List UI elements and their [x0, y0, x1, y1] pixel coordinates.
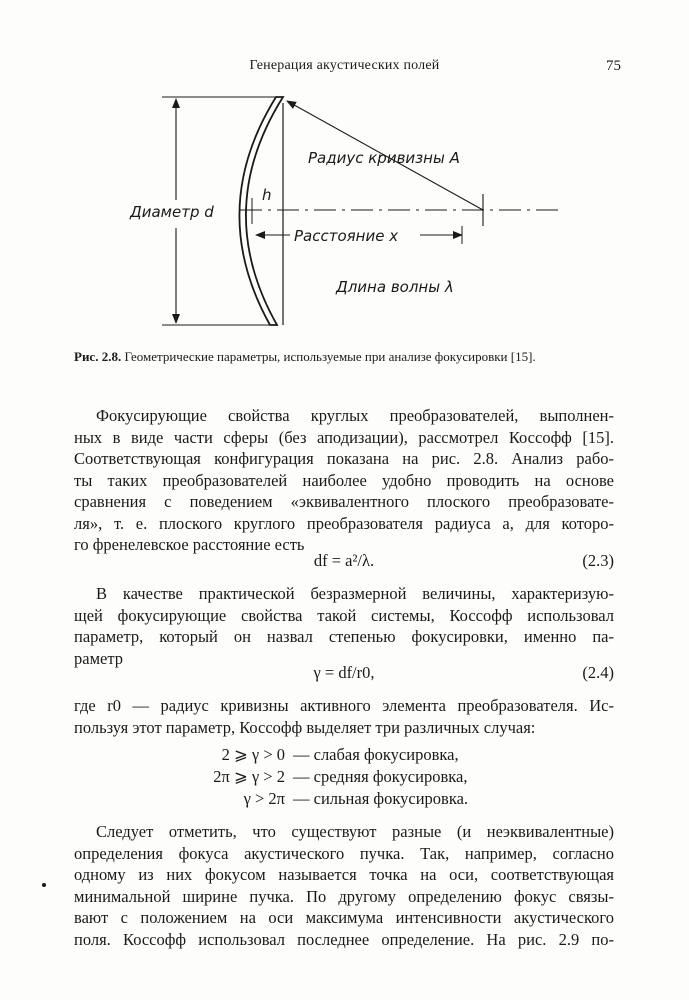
focusing-cases [188, 744, 468, 810]
text-line: минимальной ширине пучка. По другому определению фокус связы- [74, 886, 614, 906]
text-line: пользуя этот параметр, Коссофф выделяет три различных случая: [74, 717, 536, 737]
case-condition: 2π ⩾ γ > 2 [213, 767, 285, 786]
equation-2-4 [74, 663, 614, 685]
text-line: щей фокусирующие свойства такой системы, Коссофф использовал [74, 605, 614, 625]
text-line: Фокусирующие свойства круглых преобразователей, выполнен- [96, 406, 614, 425]
case-description: — сильная фокусировка. [293, 789, 469, 808]
text-line: Следует отметить, что существуют разные (и неэквивалентные) [96, 822, 614, 841]
label-diameter: Диаметр d [130, 203, 214, 221]
margin-dot [42, 883, 46, 887]
text-line: определения фокуса акустического пучка. Так, например, согласно [74, 843, 614, 863]
case-row [188, 744, 468, 766]
equation-number: (2.4) [582, 663, 614, 682]
caption-text: Геометрические параметры, используемые при анализе фокусировки [15]. [124, 349, 536, 364]
label-h: h [262, 186, 272, 204]
equation-formula: df = a²/λ. [313, 551, 375, 570]
label-radius: Радиус кривизны A [308, 149, 460, 167]
label-distance: Расстояние x [294, 227, 399, 245]
case-condition: 2 ⩾ γ > 0 [221, 745, 285, 764]
paragraph-1 [74, 405, 614, 556]
text-line: го френелевское расстояние есть [74, 535, 305, 554]
paragraph-4 [74, 821, 614, 950]
running-header: Генерация акустических полей [249, 58, 440, 73]
paragraph-3 [74, 695, 614, 738]
case-condition: γ > 2π [243, 789, 285, 808]
text-line: раметр [74, 648, 124, 668]
page-number: 75 [606, 58, 621, 74]
text-line: ных в виде части сферы (без аподизации), рассмотрел Коссофф [15]. [74, 427, 614, 447]
equation-2-3 [74, 551, 614, 573]
text-line: где r0 — радиус кривизны активного элемента преобразователя. Ис- [74, 696, 614, 715]
equation-formula: γ = df/r0, [313, 663, 375, 682]
transducer-shell [239, 97, 283, 325]
label-wavelength: Длина волны λ [336, 278, 454, 296]
text-line: вают с положением на оси максимума интенсивности акустического [74, 908, 614, 927]
text-line: одному из них фокусом называется точка на оси, соответствующая [74, 865, 614, 884]
text-line: поля. Коссофф использовал последнее определение. На рис. 2.9 по- [74, 929, 614, 949]
case-row [188, 766, 468, 788]
caption-label: Рис. 2.8. [74, 349, 122, 364]
case-description: — слабая фокусировка, [293, 745, 459, 764]
figure-caption [74, 349, 634, 365]
text-line: ля», т. е. плоского круглого преобразователя радиуса a, для которо- [74, 513, 614, 533]
text-line: ты таких преобразователей наиболее удобно проводить на основе [74, 470, 614, 490]
paragraph-2 [74, 583, 614, 669]
text-line: Соответствующая конфигурация показана на рис. 2.8. Анализ рабо- [74, 449, 614, 468]
text-line: В качестве практической безразмерной величины, характеризую- [96, 584, 614, 603]
text-line: сравнения с поведением «эквивалентного плоского преобразовате- [74, 492, 614, 511]
equation-number: (2.3) [582, 551, 614, 570]
figure-focusing-geometry [0, 0, 689, 340]
text-line: параметр, который он назвал степенью фокусировки, именно па- [74, 627, 614, 646]
case-description: — средняя фокусировка, [293, 767, 468, 786]
case-row [188, 788, 468, 810]
